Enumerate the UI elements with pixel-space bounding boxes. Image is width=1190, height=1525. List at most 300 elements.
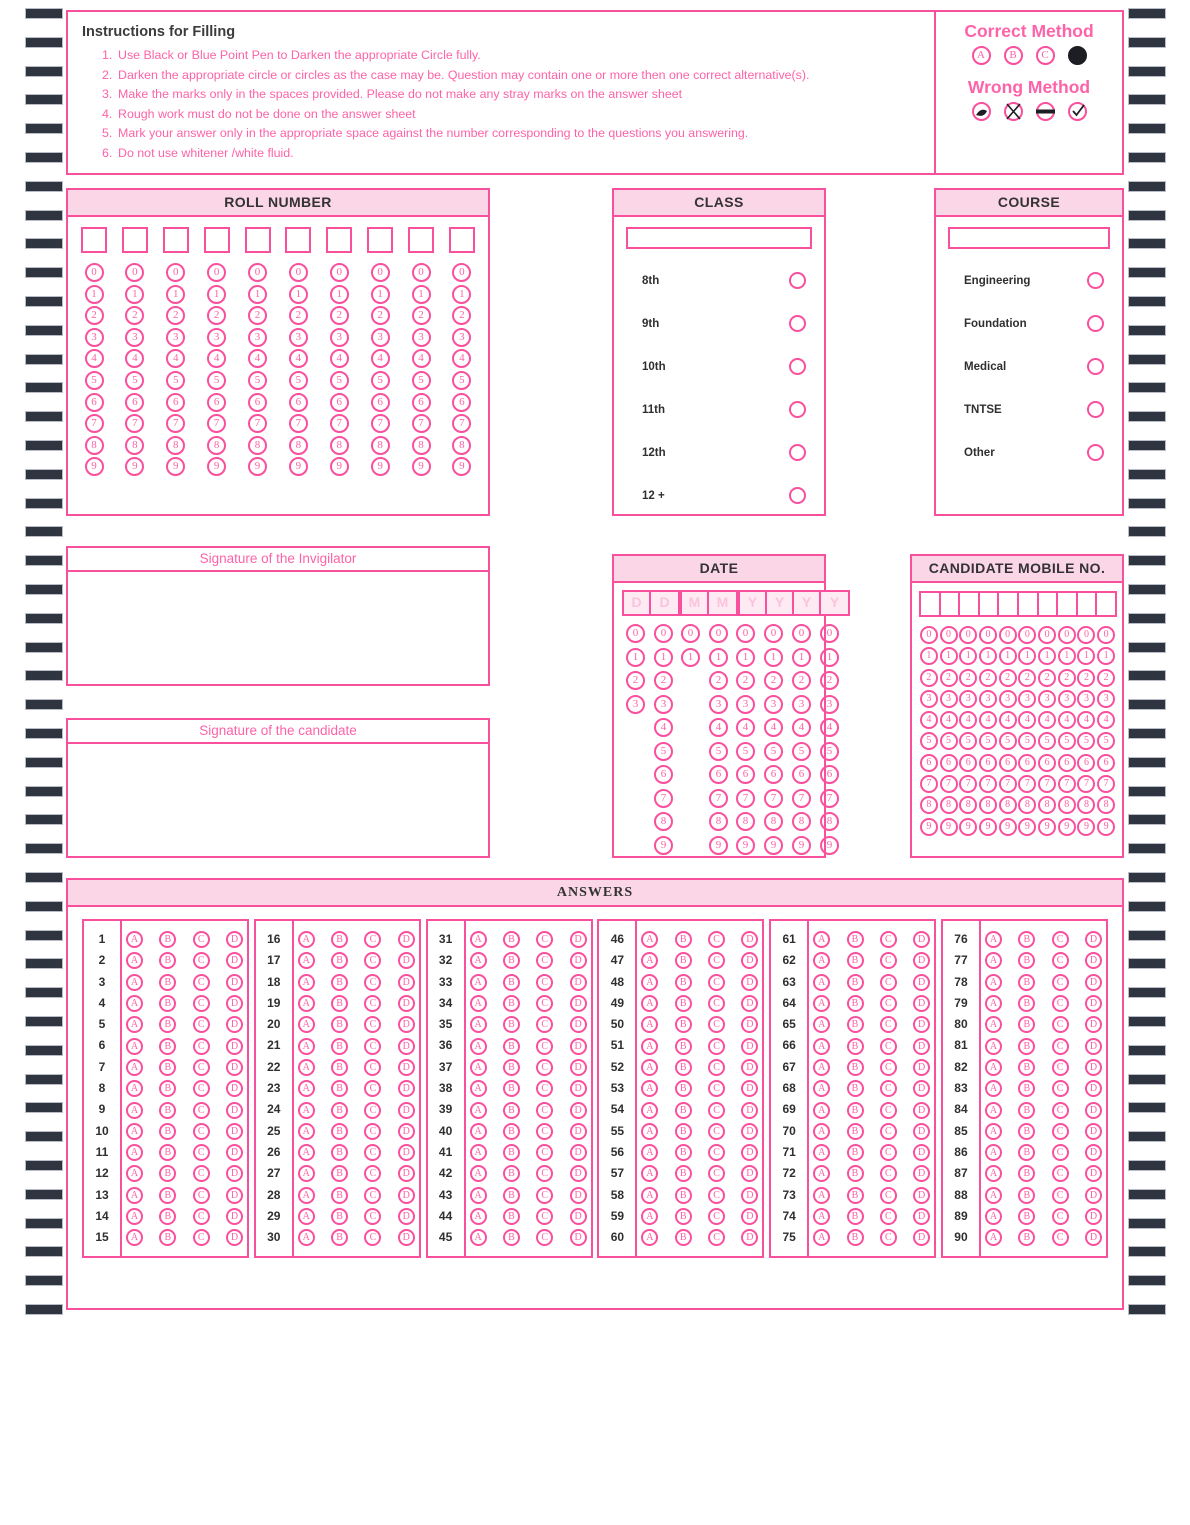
date-bubble-7[interactable]: 7 (709, 789, 728, 808)
roll-bubble-9[interactable]: 9 (371, 457, 390, 476)
answer-bubble-54-A[interactable]: A (641, 1102, 658, 1119)
mobile-bubble-4[interactable]: 4 (1097, 711, 1115, 729)
answer-bubble-21-D[interactable]: D (398, 1038, 415, 1055)
answer-bubble-14-B[interactable]: B (159, 1208, 176, 1225)
date-bubble-9[interactable]: 9 (709, 836, 728, 855)
mobile-bubble-1[interactable]: 1 (959, 647, 977, 665)
date-bubble-6[interactable]: 6 (764, 765, 783, 784)
answer-bubble-62-B[interactable]: B (847, 952, 864, 969)
answer-bubble-45-B[interactable]: B (503, 1229, 520, 1246)
mobile-bubble-1[interactable]: 1 (1077, 647, 1095, 665)
roll-bubble-9[interactable]: 9 (330, 457, 349, 476)
answer-bubble-26-C[interactable]: C (364, 1144, 381, 1161)
class-option-row[interactable] (626, 388, 812, 431)
answer-bubble-85-D[interactable]: D (1085, 1123, 1102, 1140)
date-bubble-1[interactable]: 1 (681, 648, 700, 667)
class-input[interactable] (626, 227, 812, 249)
answer-bubble-67-A[interactable]: A (813, 1059, 830, 1076)
answer-bubble-57-D[interactable]: D (741, 1165, 758, 1182)
answer-bubble-39-C[interactable]: C (536, 1102, 553, 1119)
answer-bubble-80-B[interactable]: B (1018, 1016, 1035, 1033)
answer-bubble-61-C[interactable]: C (880, 931, 897, 948)
answer-bubble-13-B[interactable]: B (159, 1187, 176, 1204)
roll-bubble-2[interactable]: 2 (85, 306, 104, 325)
answer-bubble-2-C[interactable]: C (193, 952, 210, 969)
mobile-input-box[interactable] (921, 593, 941, 615)
answer-bubble-51-A[interactable]: A (641, 1038, 658, 1055)
mobile-bubble-1[interactable]: 1 (940, 647, 958, 665)
answer-bubble-58-C[interactable]: C (708, 1187, 725, 1204)
answer-bubble-71-C[interactable]: C (880, 1144, 897, 1161)
date-bubble-8[interactable]: 8 (736, 812, 755, 831)
mobile-bubble-3[interactable]: 3 (979, 690, 997, 708)
roll-bubble-8[interactable]: 8 (452, 436, 471, 455)
answer-bubble-39-A[interactable]: A (470, 1102, 487, 1119)
mobile-bubble-9[interactable]: 9 (920, 818, 938, 836)
answer-bubble-29-C[interactable]: C (364, 1208, 381, 1225)
roll-bubble-7[interactable]: 7 (330, 414, 349, 433)
answer-bubble-63-A[interactable]: A (813, 974, 830, 991)
answer-bubble-60-C[interactable]: C (708, 1229, 725, 1246)
date-bubble-3[interactable]: 3 (792, 695, 811, 714)
answer-bubble-53-B[interactable]: B (675, 1080, 692, 1097)
answer-bubble-47-C[interactable]: C (708, 952, 725, 969)
answer-bubble-43-B[interactable]: B (503, 1187, 520, 1204)
class-option-row[interactable] (626, 474, 812, 517)
roll-number-input-box[interactable] (163, 227, 189, 253)
answer-bubble-84-B[interactable]: B (1018, 1102, 1035, 1119)
answer-bubble-58-A[interactable]: A (641, 1187, 658, 1204)
answer-bubble-66-B[interactable]: B (847, 1038, 864, 1055)
answer-bubble-35-C[interactable]: C (536, 1016, 553, 1033)
answer-bubble-42-D[interactable]: D (570, 1165, 587, 1182)
answer-bubble-66-C[interactable]: C (880, 1038, 897, 1055)
answer-bubble-30-D[interactable]: D (398, 1229, 415, 1246)
answer-bubble-88-C[interactable]: C (1052, 1187, 1069, 1204)
roll-number-input-box[interactable] (81, 227, 107, 253)
answer-bubble-1-C[interactable]: C (193, 931, 210, 948)
answer-bubble-2-A[interactable]: A (126, 952, 143, 969)
answer-bubble-49-A[interactable]: A (641, 995, 658, 1012)
answer-bubble-53-C[interactable]: C (708, 1080, 725, 1097)
answer-bubble-41-C[interactable]: C (536, 1144, 553, 1161)
mobile-bubble-7[interactable]: 7 (1038, 775, 1056, 793)
answer-bubble-60-A[interactable]: A (641, 1229, 658, 1246)
roll-bubble-6[interactable]: 6 (289, 393, 308, 412)
mobile-bubble-3[interactable]: 3 (959, 690, 977, 708)
roll-bubble-7[interactable]: 7 (289, 414, 308, 433)
date-bubble-1[interactable]: 1 (626, 648, 645, 667)
answer-bubble-71-B[interactable]: B (847, 1144, 864, 1161)
answer-bubble-55-C[interactable]: C (708, 1123, 725, 1140)
answer-bubble-61-A[interactable]: A (813, 931, 830, 948)
answer-bubble-89-C[interactable]: C (1052, 1208, 1069, 1225)
roll-bubble-4[interactable]: 4 (371, 349, 390, 368)
mobile-bubble-6[interactable]: 6 (959, 754, 977, 772)
answer-bubble-48-C[interactable]: C (708, 974, 725, 991)
mobile-bubble-3[interactable]: 3 (1038, 690, 1056, 708)
answer-bubble-46-C[interactable]: C (708, 931, 725, 948)
answer-bubble-43-A[interactable]: A (470, 1187, 487, 1204)
answer-bubble-6-C[interactable]: C (193, 1038, 210, 1055)
answer-bubble-14-C[interactable]: C (193, 1208, 210, 1225)
roll-bubble-7[interactable]: 7 (371, 414, 390, 433)
answer-bubble-33-B[interactable]: B (503, 974, 520, 991)
answer-bubble-83-D[interactable]: D (1085, 1080, 1102, 1097)
answer-bubble-15-C[interactable]: C (193, 1229, 210, 1246)
roll-bubble-5[interactable]: 5 (330, 371, 349, 390)
roll-bubble-2[interactable]: 2 (412, 306, 431, 325)
roll-bubble-6[interactable]: 6 (412, 393, 431, 412)
answer-bubble-13-A[interactable]: A (126, 1187, 143, 1204)
candidate-signature-area[interactable] (68, 744, 488, 856)
date-bubble-8[interactable]: 8 (820, 812, 839, 831)
roll-bubble-0[interactable]: 0 (412, 263, 431, 282)
answer-bubble-31-A[interactable]: A (470, 931, 487, 948)
date-day-box[interactable]: D (651, 592, 678, 614)
answer-bubble-39-B[interactable]: B (503, 1102, 520, 1119)
date-bubble-4[interactable]: 4 (792, 718, 811, 737)
class-option-row[interactable] (626, 259, 812, 302)
answer-bubble-79-B[interactable]: B (1018, 995, 1035, 1012)
answer-bubble-62-D[interactable]: D (913, 952, 930, 969)
answer-bubble-26-A[interactable]: A (298, 1144, 315, 1161)
answer-bubble-60-D[interactable]: D (741, 1229, 758, 1246)
roll-bubble-4[interactable]: 4 (207, 349, 226, 368)
roll-number-input-box[interactable] (245, 227, 271, 253)
roll-bubble-1[interactable]: 1 (166, 285, 185, 304)
mobile-bubble-2[interactable]: 2 (959, 669, 977, 687)
mobile-bubble-8[interactable]: 8 (1058, 796, 1076, 814)
answer-bubble-16-D[interactable]: D (398, 931, 415, 948)
mobile-bubble-5[interactable]: 5 (1077, 732, 1095, 750)
answer-bubble-12-B[interactable]: B (159, 1165, 176, 1182)
answer-bubble-1-D[interactable]: D (226, 931, 243, 948)
date-year-box[interactable]: Y (740, 592, 767, 614)
answer-bubble-24-C[interactable]: C (364, 1102, 381, 1119)
answer-bubble-35-D[interactable]: D (570, 1016, 587, 1033)
answer-bubble-17-B[interactable]: B (331, 952, 348, 969)
answer-bubble-40-A[interactable]: A (470, 1123, 487, 1140)
roll-bubble-5[interactable]: 5 (371, 371, 390, 390)
roll-bubble-2[interactable]: 2 (452, 306, 471, 325)
answer-bubble-5-D[interactable]: D (226, 1016, 243, 1033)
date-bubble-7[interactable]: 7 (792, 789, 811, 808)
mobile-bubble-9[interactable]: 9 (979, 818, 997, 836)
answer-bubble-2-D[interactable]: D (226, 952, 243, 969)
course-option-bubble[interactable] (1087, 272, 1104, 289)
answer-bubble-74-B[interactable]: B (847, 1208, 864, 1225)
date-year-box[interactable]: Y (821, 592, 848, 614)
answer-bubble-51-C[interactable]: C (708, 1038, 725, 1055)
answer-bubble-20-A[interactable]: A (298, 1016, 315, 1033)
class-option-bubble[interactable] (789, 401, 806, 418)
roll-bubble-2[interactable]: 2 (166, 306, 185, 325)
mobile-bubble-8[interactable]: 8 (1038, 796, 1056, 814)
answer-bubble-44-C[interactable]: C (536, 1208, 553, 1225)
answer-bubble-81-C[interactable]: C (1052, 1038, 1069, 1055)
answer-bubble-87-D[interactable]: D (1085, 1165, 1102, 1182)
answer-bubble-65-B[interactable]: B (847, 1016, 864, 1033)
answer-bubble-36-D[interactable]: D (570, 1038, 587, 1055)
date-bubble-0[interactable]: 0 (792, 624, 811, 643)
roll-bubble-1[interactable]: 1 (85, 285, 104, 304)
roll-bubble-7[interactable]: 7 (412, 414, 431, 433)
roll-bubble-9[interactable]: 9 (452, 457, 471, 476)
answer-bubble-90-C[interactable]: C (1052, 1229, 1069, 1246)
mobile-bubble-3[interactable]: 3 (1077, 690, 1095, 708)
answer-bubble-64-C[interactable]: C (880, 995, 897, 1012)
mobile-bubble-7[interactable]: 7 (1077, 775, 1095, 793)
answer-bubble-85-B[interactable]: B (1018, 1123, 1035, 1140)
answer-bubble-29-B[interactable]: B (331, 1208, 348, 1225)
answer-bubble-44-D[interactable]: D (570, 1208, 587, 1225)
answer-bubble-65-C[interactable]: C (880, 1016, 897, 1033)
answer-bubble-82-C[interactable]: C (1052, 1059, 1069, 1076)
roll-bubble-5[interactable]: 5 (207, 371, 226, 390)
mobile-bubble-6[interactable]: 6 (920, 754, 938, 772)
answer-bubble-47-A[interactable]: A (641, 952, 658, 969)
answer-bubble-25-D[interactable]: D (398, 1123, 415, 1140)
date-bubble-6[interactable]: 6 (792, 765, 811, 784)
roll-bubble-8[interactable]: 8 (85, 436, 104, 455)
answer-bubble-8-B[interactable]: B (159, 1080, 176, 1097)
date-bubble-6[interactable]: 6 (820, 765, 839, 784)
answer-bubble-38-A[interactable]: A (470, 1080, 487, 1097)
answer-bubble-74-C[interactable]: C (880, 1208, 897, 1225)
date-bubble-2[interactable]: 2 (654, 671, 673, 690)
course-option-bubble[interactable] (1087, 444, 1104, 461)
answer-bubble-14-A[interactable]: A (126, 1208, 143, 1225)
mobile-bubble-8[interactable]: 8 (979, 796, 997, 814)
answer-bubble-21-C[interactable]: C (364, 1038, 381, 1055)
date-bubble-4[interactable]: 4 (736, 718, 755, 737)
roll-bubble-6[interactable]: 6 (207, 393, 226, 412)
answer-bubble-7-D[interactable]: D (226, 1059, 243, 1076)
roll-bubble-9[interactable]: 9 (85, 457, 104, 476)
date-bubble-3[interactable]: 3 (820, 695, 839, 714)
mobile-bubble-1[interactable]: 1 (920, 647, 938, 665)
answer-bubble-57-A[interactable]: A (641, 1165, 658, 1182)
answer-bubble-31-B[interactable]: B (503, 931, 520, 948)
mobile-bubble-7[interactable]: 7 (959, 775, 977, 793)
mobile-bubble-4[interactable]: 4 (979, 711, 997, 729)
mobile-bubble-0[interactable]: 0 (940, 626, 958, 644)
answer-bubble-59-D[interactable]: D (741, 1208, 758, 1225)
answer-bubble-15-B[interactable]: B (159, 1229, 176, 1246)
roll-bubble-6[interactable]: 6 (330, 393, 349, 412)
answer-bubble-28-D[interactable]: D (398, 1187, 415, 1204)
answer-bubble-27-B[interactable]: B (331, 1165, 348, 1182)
roll-bubble-8[interactable]: 8 (207, 436, 226, 455)
answer-bubble-29-D[interactable]: D (398, 1208, 415, 1225)
course-option-bubble[interactable] (1087, 358, 1104, 375)
mobile-bubble-7[interactable]: 7 (920, 775, 938, 793)
answer-bubble-82-D[interactable]: D (1085, 1059, 1102, 1076)
roll-bubble-4[interactable]: 4 (248, 349, 267, 368)
roll-bubble-4[interactable]: 4 (125, 349, 144, 368)
answer-bubble-58-B[interactable]: B (675, 1187, 692, 1204)
answer-bubble-49-B[interactable]: B (675, 995, 692, 1012)
date-bubble-1[interactable]: 1 (709, 648, 728, 667)
answer-bubble-27-C[interactable]: C (364, 1165, 381, 1182)
mobile-bubble-7[interactable]: 7 (1018, 775, 1036, 793)
course-option-row[interactable] (948, 388, 1110, 431)
answer-bubble-47-B[interactable]: B (675, 952, 692, 969)
answer-bubble-23-A[interactable]: A (298, 1080, 315, 1097)
answer-bubble-90-B[interactable]: B (1018, 1229, 1035, 1246)
mobile-bubble-9[interactable]: 9 (999, 818, 1017, 836)
answer-bubble-69-A[interactable]: A (813, 1102, 830, 1119)
answer-bubble-37-C[interactable]: C (536, 1059, 553, 1076)
answer-bubble-26-B[interactable]: B (331, 1144, 348, 1161)
roll-bubble-8[interactable]: 8 (248, 436, 267, 455)
date-bubble-3[interactable]: 3 (654, 695, 673, 714)
answer-bubble-81-A[interactable]: A (985, 1038, 1002, 1055)
answer-bubble-38-C[interactable]: C (536, 1080, 553, 1097)
roll-bubble-9[interactable]: 9 (248, 457, 267, 476)
date-month-box[interactable]: M (682, 592, 709, 614)
answer-bubble-18-C[interactable]: C (364, 974, 381, 991)
roll-bubble-3[interactable]: 3 (452, 328, 471, 347)
roll-bubble-9[interactable]: 9 (412, 457, 431, 476)
answer-bubble-87-C[interactable]: C (1052, 1165, 1069, 1182)
answer-bubble-4-B[interactable]: B (159, 995, 176, 1012)
answer-bubble-22-A[interactable]: A (298, 1059, 315, 1076)
mobile-bubble-8[interactable]: 8 (1097, 796, 1115, 814)
mobile-bubble-4[interactable]: 4 (999, 711, 1017, 729)
roll-bubble-7[interactable]: 7 (166, 414, 185, 433)
roll-bubble-7[interactable]: 7 (207, 414, 226, 433)
answer-bubble-40-B[interactable]: B (503, 1123, 520, 1140)
answer-bubble-48-A[interactable]: A (641, 974, 658, 991)
roll-bubble-5[interactable]: 5 (412, 371, 431, 390)
course-input[interactable] (948, 227, 1110, 249)
date-bubble-0[interactable]: 0 (626, 624, 645, 643)
answer-bubble-22-D[interactable]: D (398, 1059, 415, 1076)
answer-bubble-17-C[interactable]: C (364, 952, 381, 969)
mobile-bubble-6[interactable]: 6 (1038, 754, 1056, 772)
date-day-boxes[interactable] (622, 590, 680, 616)
answer-bubble-75-C[interactable]: C (880, 1229, 897, 1246)
date-bubble-2[interactable]: 2 (709, 671, 728, 690)
date-bubble-2[interactable]: 2 (736, 671, 755, 690)
date-bubble-3[interactable]: 3 (709, 695, 728, 714)
date-bubble-5[interactable]: 5 (654, 742, 673, 761)
roll-bubble-0[interactable]: 0 (85, 263, 104, 282)
answer-bubble-65-D[interactable]: D (913, 1016, 930, 1033)
answer-bubble-5-B[interactable]: B (159, 1016, 176, 1033)
answer-bubble-17-D[interactable]: D (398, 952, 415, 969)
mobile-bubble-1[interactable]: 1 (999, 647, 1017, 665)
answer-bubble-52-C[interactable]: C (708, 1059, 725, 1076)
date-bubble-2[interactable]: 2 (820, 671, 839, 690)
mobile-input-box[interactable] (1039, 593, 1059, 615)
answer-bubble-25-B[interactable]: B (331, 1123, 348, 1140)
mobile-bubble-3[interactable]: 3 (940, 690, 958, 708)
mobile-bubble-5[interactable]: 5 (979, 732, 997, 750)
answer-bubble-73-D[interactable]: D (913, 1187, 930, 1204)
answer-bubble-6-A[interactable]: A (126, 1038, 143, 1055)
answer-bubble-56-C[interactable]: C (708, 1144, 725, 1161)
mobile-bubble-0[interactable]: 0 (920, 626, 938, 644)
answer-bubble-69-B[interactable]: B (847, 1102, 864, 1119)
answer-bubble-4-A[interactable]: A (126, 995, 143, 1012)
answer-bubble-37-B[interactable]: B (503, 1059, 520, 1076)
mobile-bubble-3[interactable]: 3 (920, 690, 938, 708)
roll-bubble-0[interactable]: 0 (371, 263, 390, 282)
roll-bubble-2[interactable]: 2 (207, 306, 226, 325)
answer-bubble-23-C[interactable]: C (364, 1080, 381, 1097)
answer-bubble-1-B[interactable]: B (159, 931, 176, 948)
answer-bubble-45-A[interactable]: A (470, 1229, 487, 1246)
answer-bubble-52-B[interactable]: B (675, 1059, 692, 1076)
answer-bubble-19-B[interactable]: B (331, 995, 348, 1012)
answer-bubble-11-A[interactable]: A (126, 1144, 143, 1161)
answer-bubble-2-B[interactable]: B (159, 952, 176, 969)
mobile-bubble-6[interactable]: 6 (1058, 754, 1076, 772)
answer-bubble-8-D[interactable]: D (226, 1080, 243, 1097)
mobile-bubble-9[interactable]: 9 (959, 818, 977, 836)
answer-bubble-34-C[interactable]: C (536, 995, 553, 1012)
mobile-bubble-4[interactable]: 4 (940, 711, 958, 729)
answer-bubble-55-A[interactable]: A (641, 1123, 658, 1140)
answer-bubble-49-D[interactable]: D (741, 995, 758, 1012)
answer-bubble-69-C[interactable]: C (880, 1102, 897, 1119)
answer-bubble-60-B[interactable]: B (675, 1229, 692, 1246)
answer-bubble-46-D[interactable]: D (741, 931, 758, 948)
roll-bubble-8[interactable]: 8 (166, 436, 185, 455)
answer-bubble-57-B[interactable]: B (675, 1165, 692, 1182)
mobile-bubble-5[interactable]: 5 (920, 732, 938, 750)
class-option-bubble[interactable] (789, 272, 806, 289)
mobile-input-box[interactable] (980, 593, 1000, 615)
mobile-bubble-1[interactable]: 1 (1038, 647, 1056, 665)
answer-bubble-76-D[interactable]: D (1085, 931, 1102, 948)
answer-bubble-11-B[interactable]: B (159, 1144, 176, 1161)
answer-bubble-67-C[interactable]: C (880, 1059, 897, 1076)
answer-bubble-62-A[interactable]: A (813, 952, 830, 969)
mobile-bubble-5[interactable]: 5 (959, 732, 977, 750)
roll-bubble-1[interactable]: 1 (125, 285, 144, 304)
answer-bubble-16-C[interactable]: C (364, 931, 381, 948)
answer-bubble-22-C[interactable]: C (364, 1059, 381, 1076)
mobile-bubble-6[interactable]: 6 (999, 754, 1017, 772)
roll-bubble-7[interactable]: 7 (125, 414, 144, 433)
roll-bubble-0[interactable]: 0 (166, 263, 185, 282)
answer-bubble-41-A[interactable]: A (470, 1144, 487, 1161)
answer-bubble-71-D[interactable]: D (913, 1144, 930, 1161)
answer-bubble-19-D[interactable]: D (398, 995, 415, 1012)
course-option-bubble[interactable] (1087, 401, 1104, 418)
mobile-bubble-2[interactable]: 2 (940, 669, 958, 687)
answer-bubble-88-A[interactable]: A (985, 1187, 1002, 1204)
answer-bubble-78-D[interactable]: D (1085, 974, 1102, 991)
mobile-input-box[interactable] (1019, 593, 1039, 615)
answer-bubble-8-C[interactable]: C (193, 1080, 210, 1097)
roll-number-input-box[interactable] (122, 227, 148, 253)
mobile-input-box[interactable] (941, 593, 961, 615)
answer-bubble-78-C[interactable]: C (1052, 974, 1069, 991)
date-bubble-3[interactable]: 3 (736, 695, 755, 714)
class-option-bubble[interactable] (789, 315, 806, 332)
roll-bubble-2[interactable]: 2 (371, 306, 390, 325)
mobile-bubble-8[interactable]: 8 (959, 796, 977, 814)
answer-bubble-69-D[interactable]: D (913, 1102, 930, 1119)
answer-bubble-46-A[interactable]: A (641, 931, 658, 948)
answer-bubble-70-C[interactable]: C (880, 1123, 897, 1140)
roll-bubble-3[interactable]: 3 (412, 328, 431, 347)
